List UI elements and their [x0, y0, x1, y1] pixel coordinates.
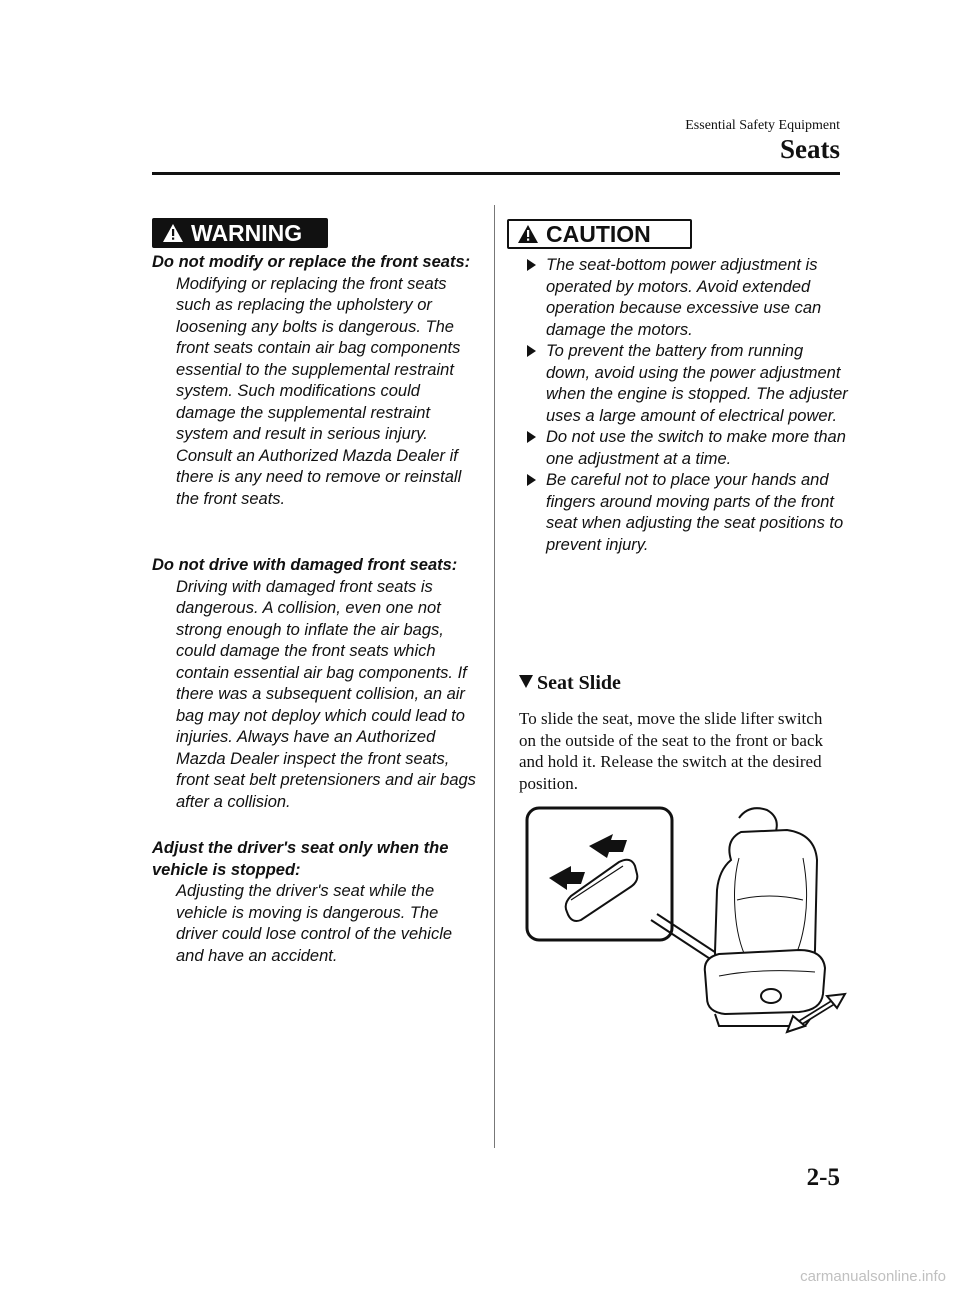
- header-section-name: Essential Safety Equipment: [685, 118, 840, 133]
- caution-item-text: To prevent the battery from running down, avoid using the power adjustment when the engine is stopped. The adjuster uses a large amount of electrical power.: [546, 342, 848, 425]
- watermark[interactable]: carmanualsonline.info: [800, 1268, 946, 1285]
- caution-icon: [517, 224, 539, 244]
- section-title: [519, 672, 621, 695]
- seat-slide-illustration: [519, 800, 849, 1035]
- arrow-bullet-icon: [527, 345, 536, 357]
- page-title: Seats: [780, 134, 840, 164]
- caution-item-text: Be careful not to place your hands and fingers around moving parts of the front seat when adjusting the seat positions to prevent injury.: [546, 471, 844, 554]
- arrow-bullet-icon: [527, 431, 536, 443]
- arrow-bullet-icon: [527, 259, 536, 271]
- warning-item-heading: Adjust the driver's seat only when the vehicle is stopped:: [152, 839, 449, 879]
- warning-icon: [162, 223, 184, 243]
- caution-item-text: The seat-bottom power adjustment is operated by motors. Avoid extended operation because excessive use can damage the motors.: [546, 256, 822, 339]
- page-number: 2-5: [806, 1164, 840, 1191]
- warning-item-heading: Do not modify or replace the front seats:: [152, 253, 471, 271]
- warning-item-body: Adjusting the driver's seat while the vehicle is moving is dangerous. The driver could lose control of the vehicle and have an accident.: [176, 882, 453, 965]
- warning-label: WARNING: [191, 219, 303, 246]
- caution-item-text: Do not use the switch to make more than one adjustment at a time.: [546, 428, 846, 468]
- warning-item: [152, 838, 482, 967]
- warning-item: [152, 555, 482, 813]
- warning-item: [152, 252, 482, 510]
- caution-label: CAUTION: [546, 220, 651, 247]
- caution-item: [519, 427, 849, 470]
- caution-item: [519, 341, 849, 427]
- warning-item-heading: Do not drive with damaged front seats:: [152, 556, 458, 574]
- section-body: To slide the seat, move the slide lifter switch on the outside of the seat to the front or back and hold it. Release the switch at the desired position.: [519, 709, 824, 793]
- caution-list: [519, 255, 849, 556]
- triangle-marker-icon: [519, 675, 533, 688]
- warning-item-body: Modifying or replacing the front seats such as replacing the upholstery or loosening any bolts is dangerous. The front seats contain air bag components essential to the supplemental restraint system. Such modifications could damage the supplemental restraint system and result in serious injury. Consult an Authorized Mazda Dealer if there is any need to remove or reinstall the front seats.: [176, 274, 462, 508]
- warning-item-body: Driving with damaged front seats is dangerous. A collision, even one not strong enough to inflate the air bags, could damage the front seats which contain essential air bag components. If there was a subsequent collision, an air bag may not deploy which could lead to injuries. Always have an Authorized Mazda Dealer inspect the front seats, front seat belt pretensioners and air bags after a collision.: [176, 577, 476, 811]
- caution-item: [519, 470, 849, 556]
- caution-item: [519, 255, 849, 341]
- caution-badge: [507, 219, 692, 249]
- warning-badge: [152, 218, 328, 248]
- arrow-bullet-icon: [527, 474, 536, 486]
- header-rule: [152, 172, 840, 175]
- column-divider: [494, 205, 495, 1148]
- section-title-text: Seat Slide: [537, 672, 621, 694]
